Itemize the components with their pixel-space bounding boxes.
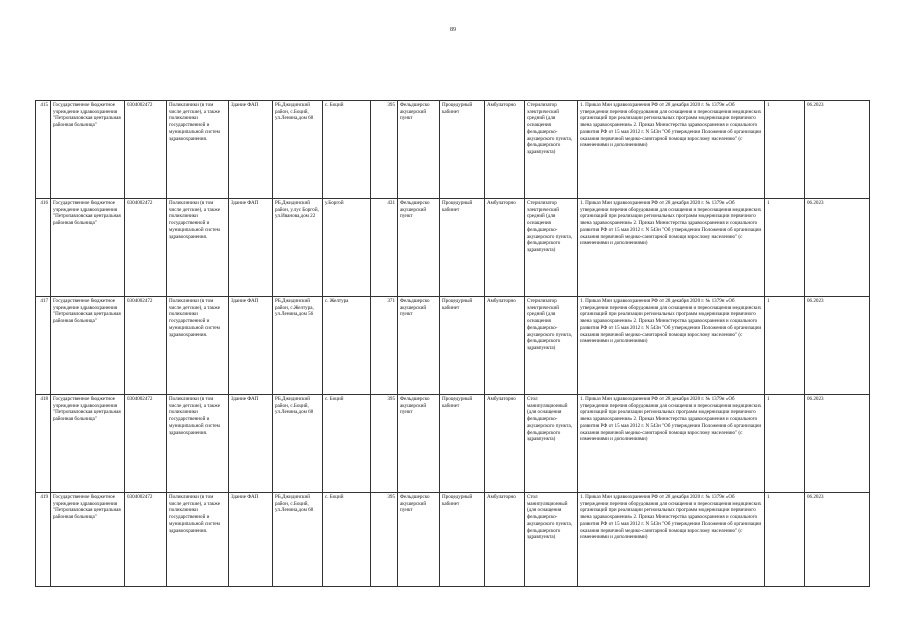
cell-equipment-name: Стерилизатор электрический средний (для оснащения фельдшерско-акушерского пункта, фельдшерского здравпункта)	[525, 101, 578, 199]
cell-delivery-date: 06.2023	[805, 199, 870, 297]
cell-organization-name: Государственное бюджетное учреждение здравоохранения "Петропавловская центральная районная больница"	[51, 493, 125, 587]
cell-room-type: Процедурный кабинет	[440, 199, 485, 297]
cell-activity-type: Поликлиники (в том числе детские), а также поликлиники государственной и муниципальной систем здравоохранения.	[167, 493, 229, 587]
cell-delivery-date: 06.2023	[805, 297, 870, 395]
cell-quantity: 1	[765, 395, 805, 493]
cell-facility-type: Фельдшерско акушерский пункт	[398, 297, 440, 395]
cell-population: 431	[371, 199, 398, 297]
cell-activity-type: Поликлиники (в том числе детские), а также поликлиники государственной и муниципальной систем здравоохранения.	[167, 101, 229, 199]
cell-settlement: с. Бoций	[323, 101, 371, 199]
cell-address: РБ,Джидинский район, с.Бoций, ул.Ленина,дом 68	[273, 493, 323, 587]
cell-delivery-date: 06.2023	[805, 101, 870, 199]
cell-address: РБ,Джидинский район, с.Бoций, ул.Ленина,дом 68	[273, 101, 323, 199]
cell-settlement: у.Боргой	[323, 199, 371, 297]
cell-organization-name: Государственное бюджетное учреждение здравоохранения "Петропавловская центральная районная больница"	[51, 395, 125, 493]
cell-address: РБ,Джидинский район, с.Желтура, ул.Ленина,дом 56	[273, 297, 323, 395]
cell-care-form: Амбулаторно	[485, 199, 525, 297]
table-row	[36, 199, 870, 297]
equipment-table	[35, 100, 870, 587]
cell-inn-code: 0304002472	[125, 101, 167, 199]
cell-row-number: 417	[36, 297, 51, 395]
table-row	[36, 395, 870, 493]
cell-settlement: с. Бoций	[323, 395, 371, 493]
cell-building-name: Здание ФАП	[229, 395, 273, 493]
table-row	[36, 101, 870, 199]
cell-facility-type: Фельдшерско акушерский пункт	[398, 101, 440, 199]
cell-inn-code: 0304002472	[125, 395, 167, 493]
cell-quantity: 1	[765, 297, 805, 395]
cell-legal-basis: 1. Приказ Мин здравоохранения РФ от 28 декабря 2020 г. № 1379н «Об утверждении перечня оборудования для оснащения и переоснащения медицинских организаций при реализации региональных программ модернизации первичного звена здравоохранения» 2. Приказ Министерства здравоохранения и социального развития РФ от 15 мая 2012 г. N 543н "Об утверждении Положения об организации оказания первичной медико-санитарной помощи взрослому населению" (с изменениями и дополнениями)	[578, 493, 765, 587]
cell-activity-type: Поликлиники (в том числе детские), а также поликлиники государственной и муниципальной систем здравоохранения.	[167, 199, 229, 297]
cell-room-type: Процедурный кабинет	[440, 493, 485, 587]
cell-room-type: Процедурный кабинет	[440, 297, 485, 395]
cell-facility-type: Фельдшерско акушерский пункт	[398, 395, 440, 493]
cell-building-name: Здание ФАП	[229, 493, 273, 587]
cell-quantity: 1	[765, 493, 805, 587]
table-body	[36, 101, 870, 587]
cell-organization-name: Государственное бюджетное учреждение здравоохранения "Петропавловская центральная районная больница"	[51, 101, 125, 199]
cell-legal-basis: 1. Приказ Мин здравоохранения РФ от 28 декабря 2020 г. № 1379н «Об утверждении перечня оборудования для оснащения и переоснащения медицинских организаций при реализации региональных программ модернизации первичного звена здравоохранения» 2. Приказ Министерства здравоохранения и социального развития РФ от 15 мая 2012 г. N 543н "Об утверждении Положения об организации оказания первичной медико-санитарной помощи взрослому населению" (с изменениями и дополнениями)	[578, 199, 765, 297]
cell-population: 371	[371, 297, 398, 395]
cell-settlement: с. Желтура	[323, 297, 371, 395]
cell-address: РБ,Джидинский район, у.лус Боргой, ул.Ивановa,дом 22	[273, 199, 323, 297]
cell-building-name: Здание ФАП	[229, 199, 273, 297]
cell-address: РБ,Джидинский район, с.Бoций, ул.Ленина,дом 68	[273, 395, 323, 493]
cell-equipment-name: Стол манипуляционный (для оснащения фельдшерско-акушерского пункта, фельдшерского здравпункта)	[525, 493, 578, 587]
cell-inn-code: 0304002472	[125, 297, 167, 395]
cell-facility-type: Фельдшерско акушерский пункт	[398, 199, 440, 297]
cell-care-form: Амбулаторно	[485, 101, 525, 199]
cell-population: 395	[371, 395, 398, 493]
table-row	[36, 297, 870, 395]
cell-activity-type: Поликлиники (в том числе детские), а также поликлиники государственной и муниципальной систем здравоохранения.	[167, 395, 229, 493]
cell-row-number: 419	[36, 493, 51, 587]
cell-quantity: 1	[765, 199, 805, 297]
cell-population: 395	[371, 101, 398, 199]
cell-building-name: Здание ФАП	[229, 297, 273, 395]
cell-settlement: с. Бoций	[323, 493, 371, 587]
cell-organization-name: Государственное бюджетное учреждение здравоохранения "Петропавловская центральная районная больница"	[51, 297, 125, 395]
cell-equipment-name: Стерилизатор электрический средний (для оснащения фельдшерско-акушерского пункта, фельдшерского здравпункта)	[525, 199, 578, 297]
cell-room-type: Процедурный кабинет	[440, 395, 485, 493]
cell-quantity: 1	[765, 101, 805, 199]
page-number: 89	[450, 27, 456, 33]
cell-facility-type: Фельдшерско акушерский пункт	[398, 493, 440, 587]
cell-delivery-date: 06.2023	[805, 395, 870, 493]
cell-room-type: Процедурный кабинет	[440, 101, 485, 199]
table-row	[36, 493, 870, 587]
cell-row-number: 418	[36, 395, 51, 493]
cell-row-number: 415	[36, 101, 51, 199]
cell-care-form: Амбулаторно	[485, 395, 525, 493]
cell-legal-basis: 1. Приказ Мин здравоохранения РФ от 28 декабря 2020 г. № 1379н «Об утверждении перечня оборудования для оснащения и переоснащения медицинских организаций при реализации региональных программ модернизации первичного звена здравоохранения» 2. Приказ Министерства здравоохранения и социального развития РФ от 15 мая 2012 г. N 543н "Об утверждении Положения об организации оказания первичной медико-санитарной помощи взрослому населению" (с изменениями и дополнениями)	[578, 297, 765, 395]
cell-activity-type: Поликлиники (в том числе детские), а также поликлиники государственной и муниципальной систем здравоохранения.	[167, 297, 229, 395]
cell-row-number: 416	[36, 199, 51, 297]
cell-organization-name: Государственное бюджетное учреждение здравоохранения "Петропавловская центральная районная больница"	[51, 199, 125, 297]
cell-care-form: Амбулаторно	[485, 493, 525, 587]
cell-building-name: Здание ФАП	[229, 101, 273, 199]
cell-inn-code: 0304002472	[125, 199, 167, 297]
cell-equipment-name: Стерилизатор электрический средний (для оснащения фельдшерско-акушерского пункта, фельдшерского здравпункта)	[525, 297, 578, 395]
cell-legal-basis: 1. Приказ Мин здравоохранения РФ от 28 декабря 2020 г. № 1379н «Об утверждении перечня оборудования для оснащения и переоснащения медицинских организаций при реализации региональных программ модернизации первичного звена здравоохранения» 2. Приказ Министерства здравоохранения и социального развития РФ от 15 мая 2012 г. N 543н "Об утверждении Положения об организации оказания первичной медико-санитарной помощи взрослому населению" (с изменениями и дополнениями)	[578, 395, 765, 493]
cell-equipment-name: Стол манипуляционный (для оснащения фельдшерско-акушерского пункта, фельдшерского здравпункта)	[525, 395, 578, 493]
cell-legal-basis: 1. Приказ Мин здравоохранения РФ от 28 декабря 2020 г. № 1379н «Об утверждении перечня оборудования для оснащения и переоснащения медицинских организаций при реализации региональных программ модернизации первичного звена здравоохранения» 2. Приказ Министерства здравоохранения и социального развития РФ от 15 мая 2012 г. N 543н "Об утверждении Положения об организации оказания первичной медико-санитарной помощи взрослому населению" (с изменениями и дополнениями)	[578, 101, 765, 199]
cell-care-form: Амбулаторно	[485, 297, 525, 395]
cell-population: 395	[371, 493, 398, 587]
cell-inn-code: 0304002472	[125, 493, 167, 587]
cell-delivery-date: 06.2023	[805, 493, 870, 587]
